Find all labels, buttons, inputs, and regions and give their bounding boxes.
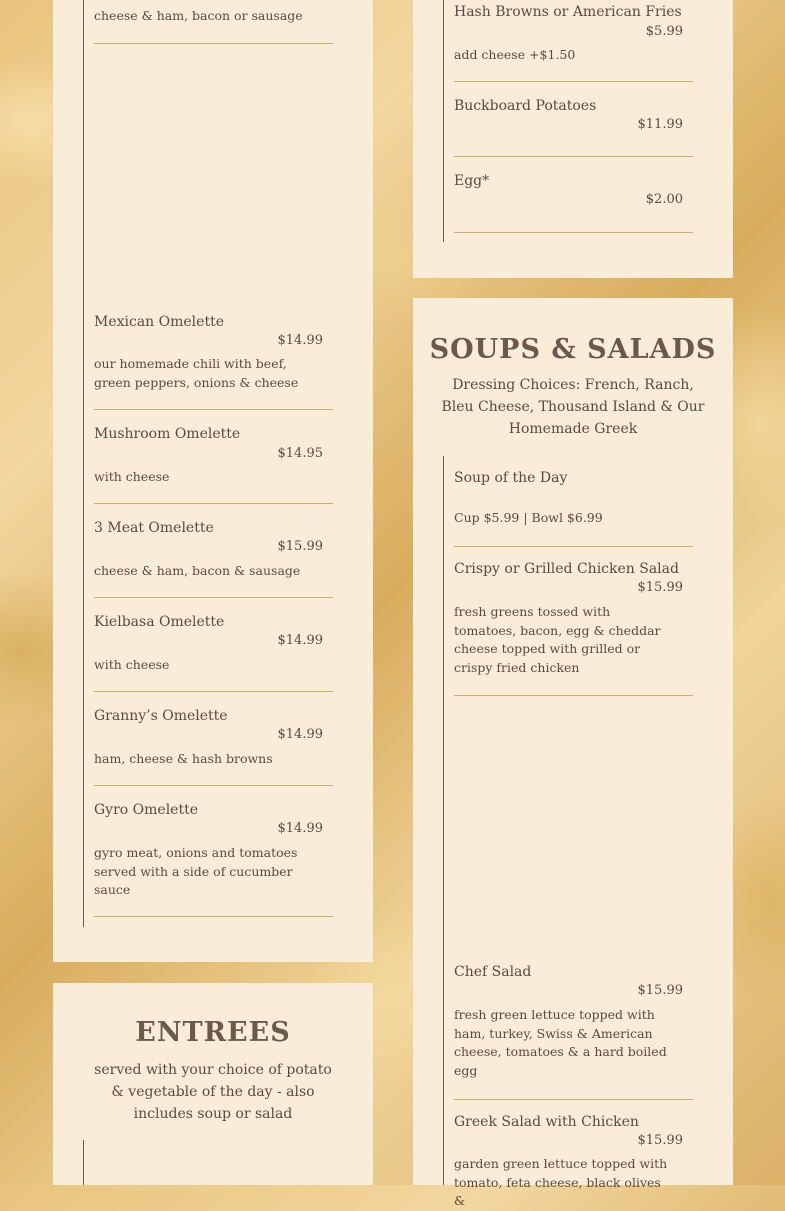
item-price: $5.99	[645, 24, 683, 39]
item-name: 3 Meat Omelette	[94, 520, 214, 536]
item-name: Hash Browns or American Fries	[454, 4, 682, 20]
menu-item	[454, 97, 693, 157]
entrees-panel	[53, 983, 373, 1185]
menu-item	[454, 963, 693, 1100]
item-price: $15.99	[637, 983, 683, 998]
menu-item	[454, 560, 693, 696]
item-description: cheese & ham, bacon & sausage	[94, 563, 301, 578]
item-description: cheese & ham, bacon or sausage	[94, 8, 303, 23]
item-name: Crispy or Grilled Chicken Salad	[454, 561, 679, 577]
section-title: SOUPS & SALADS	[429, 334, 717, 365]
sides-panel	[413, 0, 733, 278]
item-description: with cheese	[94, 657, 170, 672]
section-subtitle: Dressing Choices: French, Ranch, Bleu Cheese, Thousand Island & Our Homemade Greek	[441, 377, 705, 437]
item-price: $15.99	[277, 539, 323, 554]
item-description: fresh greens tossed with tomatoes, bacon, egg & cheddar cheese topped with grilled or crispy fried chicken	[454, 604, 661, 675]
soups-salads-panel	[413, 298, 733, 1208]
item-price: $14.95	[277, 446, 323, 461]
menu-item	[94, 801, 333, 917]
item-description: our homemade chili with beef, green peppers, onions & cheese	[94, 356, 299, 390]
menu-item	[454, 3, 693, 82]
item-name: Gyro Omelette	[94, 802, 199, 818]
item-name: Chef Salad	[454, 964, 532, 980]
item-name: Kielbasa Omelette	[94, 614, 225, 630]
section-subtitle: served with your choice of potato & vegetable of the day - also includes soup or salad	[94, 1062, 332, 1122]
item-price: $14.99	[277, 633, 323, 648]
item-name: Buckboard Potatoes	[454, 98, 597, 114]
menu-item	[454, 1113, 693, 1208]
item-description: garden green lettuce topped with tomato, feta cheese, black olives &	[454, 1156, 668, 1208]
breakfast-items	[83, 0, 334, 927]
item-price: $2.00	[645, 192, 683, 207]
item-name: Egg*	[454, 173, 490, 189]
menu-item	[454, 469, 693, 547]
menu-item-top	[94, 0, 333, 44]
item-description: gyro meat, onions and tomatoes served with a side of cucumber sauce	[94, 845, 298, 897]
entrees-items	[83, 1140, 334, 1185]
item-price: $15.99	[637, 1133, 683, 1148]
menu-item	[94, 707, 333, 786]
menu-item	[94, 613, 333, 692]
soups-salads-items	[443, 456, 694, 1208]
item-name: Greek Salad with Chicken	[454, 1114, 639, 1130]
item-name: Mushroom Omelette	[94, 426, 241, 442]
item-description: fresh green lettuce topped with ham, turkey, Swiss & American cheese, tomatoes & a hard boiled egg	[454, 1007, 667, 1078]
item-price: $11.99	[637, 117, 683, 132]
menu-item	[94, 519, 333, 598]
menu-item	[454, 172, 693, 233]
item-price: $14.99	[277, 727, 323, 742]
item-price: $15.99	[637, 580, 683, 595]
section-title: ENTREES	[135, 1017, 291, 1048]
item-name: Mexican Omelette	[94, 314, 224, 330]
breakfast-panel	[53, 0, 373, 962]
item-name: Soup of the Day	[454, 470, 568, 486]
item-price: $14.99	[277, 821, 323, 836]
menu-item	[94, 313, 333, 410]
item-name: Granny’s Omelette	[94, 708, 228, 724]
item-price: $14.99	[277, 333, 323, 348]
sides-items	[443, 0, 694, 242]
item-description: Cup $5.99 | Bowl $6.99	[454, 510, 603, 525]
menu-item	[94, 425, 333, 504]
item-description: with cheese	[94, 469, 170, 484]
item-description: ham, cheese & hash browns	[94, 751, 273, 766]
item-description: add cheese +$1.50	[454, 47, 576, 62]
